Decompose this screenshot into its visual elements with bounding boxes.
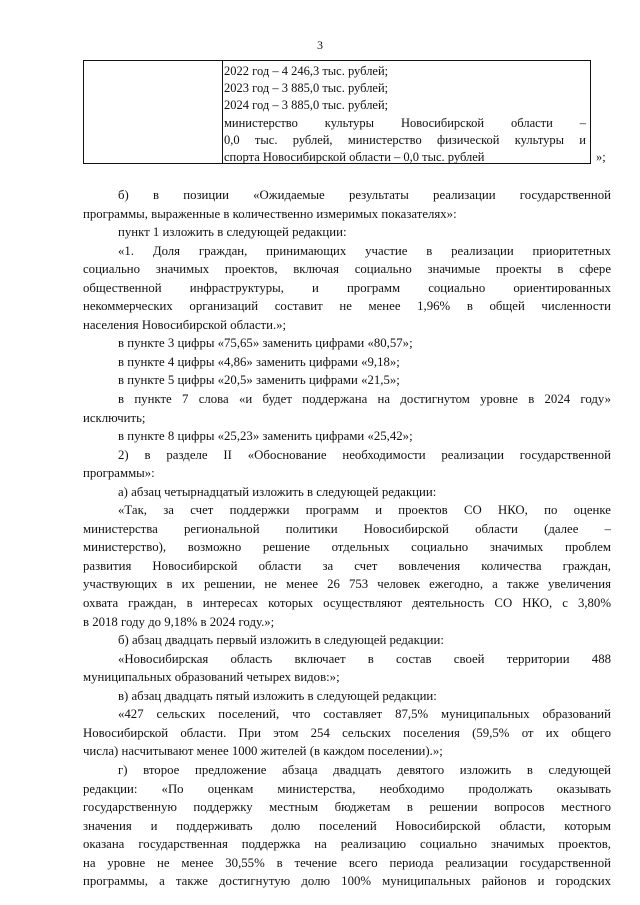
text-line: «Новосибирская область включает в состав своей территории 488 xyxy=(118,651,611,666)
text-line: в пункте 7 слова «и будет поддержана на достигнутом уровне в 2024 году» xyxy=(118,392,611,407)
text-line: в пункте 5 цифры «20,5» заменить цифрами «21,5»; xyxy=(118,373,400,388)
text-line: оказана государственная поддержка на реализацию социально значимых проектов, xyxy=(83,837,611,852)
text-line: Новосибирской области. При этом 254 сельских поселения (59,5% от их общего xyxy=(83,725,611,740)
text-line: общественной инфраструктуры, и программ социально ориентированных xyxy=(83,280,611,295)
text-line: «1. Доля граждан, принимающих участие в реализации приоритетных xyxy=(118,243,611,258)
text-line: развития Новосибирской области за счет вовлечения количества граждан, xyxy=(83,558,611,573)
table-column-divider xyxy=(222,61,223,163)
text-line: муниципальных образований четырех видов:»; xyxy=(83,670,340,685)
text-line: а) абзац четырнадцатый изложить в следующей редакции: xyxy=(118,484,437,499)
text-line: б) в позиции «Ожидаемые результаты реализации государственной xyxy=(118,188,611,202)
text-line: на уровне не менее 30,55% в течение всего периода реализации государственной xyxy=(83,855,611,870)
text-line: в 2018 году до 9,18% в 2024 году.»; xyxy=(83,614,275,629)
table-line: 0,0 тыс. рублей, министерство физической культуры и xyxy=(224,132,586,147)
text-line: в пункте 3 цифры «75,65» заменить цифрами «80,57»; xyxy=(118,336,413,351)
text-line: в пункте 4 цифры «4,86» заменить цифрами «9,18»; xyxy=(118,354,400,369)
text-line: редакции: «По оценкам министерства, необходимо продолжать оказывать xyxy=(83,781,611,796)
text-line: «Так, за счет поддержки программ и проектов СО НКО, по оценке xyxy=(118,503,611,518)
text-line: социально значимых проектов, включая социально значимые проекты в сфере xyxy=(83,262,611,277)
table-text xyxy=(224,63,586,166)
text-line: г) второе предложение абзаца двадцать девятого изложить в следующей xyxy=(118,762,611,777)
text-line: в пункте 8 цифры «25,23» заменить цифрами «25,42»; xyxy=(118,429,413,444)
text-line: исключить; xyxy=(83,410,146,425)
text-line: в) абзац двадцать пятый изложить в следующей редакции: xyxy=(118,688,437,703)
text-line: некоммерческих организаций составит не менее 1,96% в общей численности xyxy=(83,299,611,314)
table-line: министерство культуры Новосибирской области – xyxy=(224,115,586,130)
text-line: программы, а также достигнутую долю 100% муниципальных районов и городских xyxy=(83,874,611,889)
text-line: 2) в разделе II «Обоснование необходимости реализации государственной xyxy=(118,447,611,462)
text-line: населения Новосибирской области.»; xyxy=(83,317,287,332)
document-body xyxy=(83,186,611,891)
table-line: 2024 год – 3 885,0 тыс. рублей; xyxy=(224,98,389,113)
page-number: 3 xyxy=(317,38,323,52)
table-line: 2022 год – 4 246,3 тыс. рублей; xyxy=(224,64,389,78)
text-line: программы, выраженные в количественно измеримых показателях»: xyxy=(83,206,457,221)
text-line: участвующих в их решении, не менее 26 753 человек ежегодно, а также увеличения xyxy=(83,577,611,592)
text-line: министерства региональной политики Новосибирской области (далее – xyxy=(83,521,611,536)
table-line: спорта Новосибирской области – 0,0 тыс. рублей xyxy=(224,150,485,165)
text-line: значения и поддерживать долю поселений Новосибирской области, которым xyxy=(83,818,611,833)
text-line: государственную поддержку местным бюджетам в решении вопросов местного xyxy=(83,800,611,815)
text-line: охвата граждан, в интересах которых осуществляют деятельность СО НКО, с 3,80% xyxy=(83,596,611,611)
text-line: министерство), возможно решение отдельных социально значимых проблем xyxy=(83,540,611,555)
text-line: «427 сельских поселений, что составляет 87,5% муниципальных образований xyxy=(118,707,611,722)
text-line: числа) насчитывают менее 1000 жителей (в каждом поселении).»; xyxy=(83,744,443,759)
table-line: 2023 год – 3 885,0 тыс. рублей; xyxy=(224,81,389,96)
text-line: пункт 1 изложить в следующей редакции: xyxy=(118,225,347,240)
table-closing-mark: »; xyxy=(596,150,606,164)
text-line: программы»: xyxy=(83,466,155,481)
text-line: б) абзац двадцать первый изложить в следующей редакции: xyxy=(118,633,444,648)
